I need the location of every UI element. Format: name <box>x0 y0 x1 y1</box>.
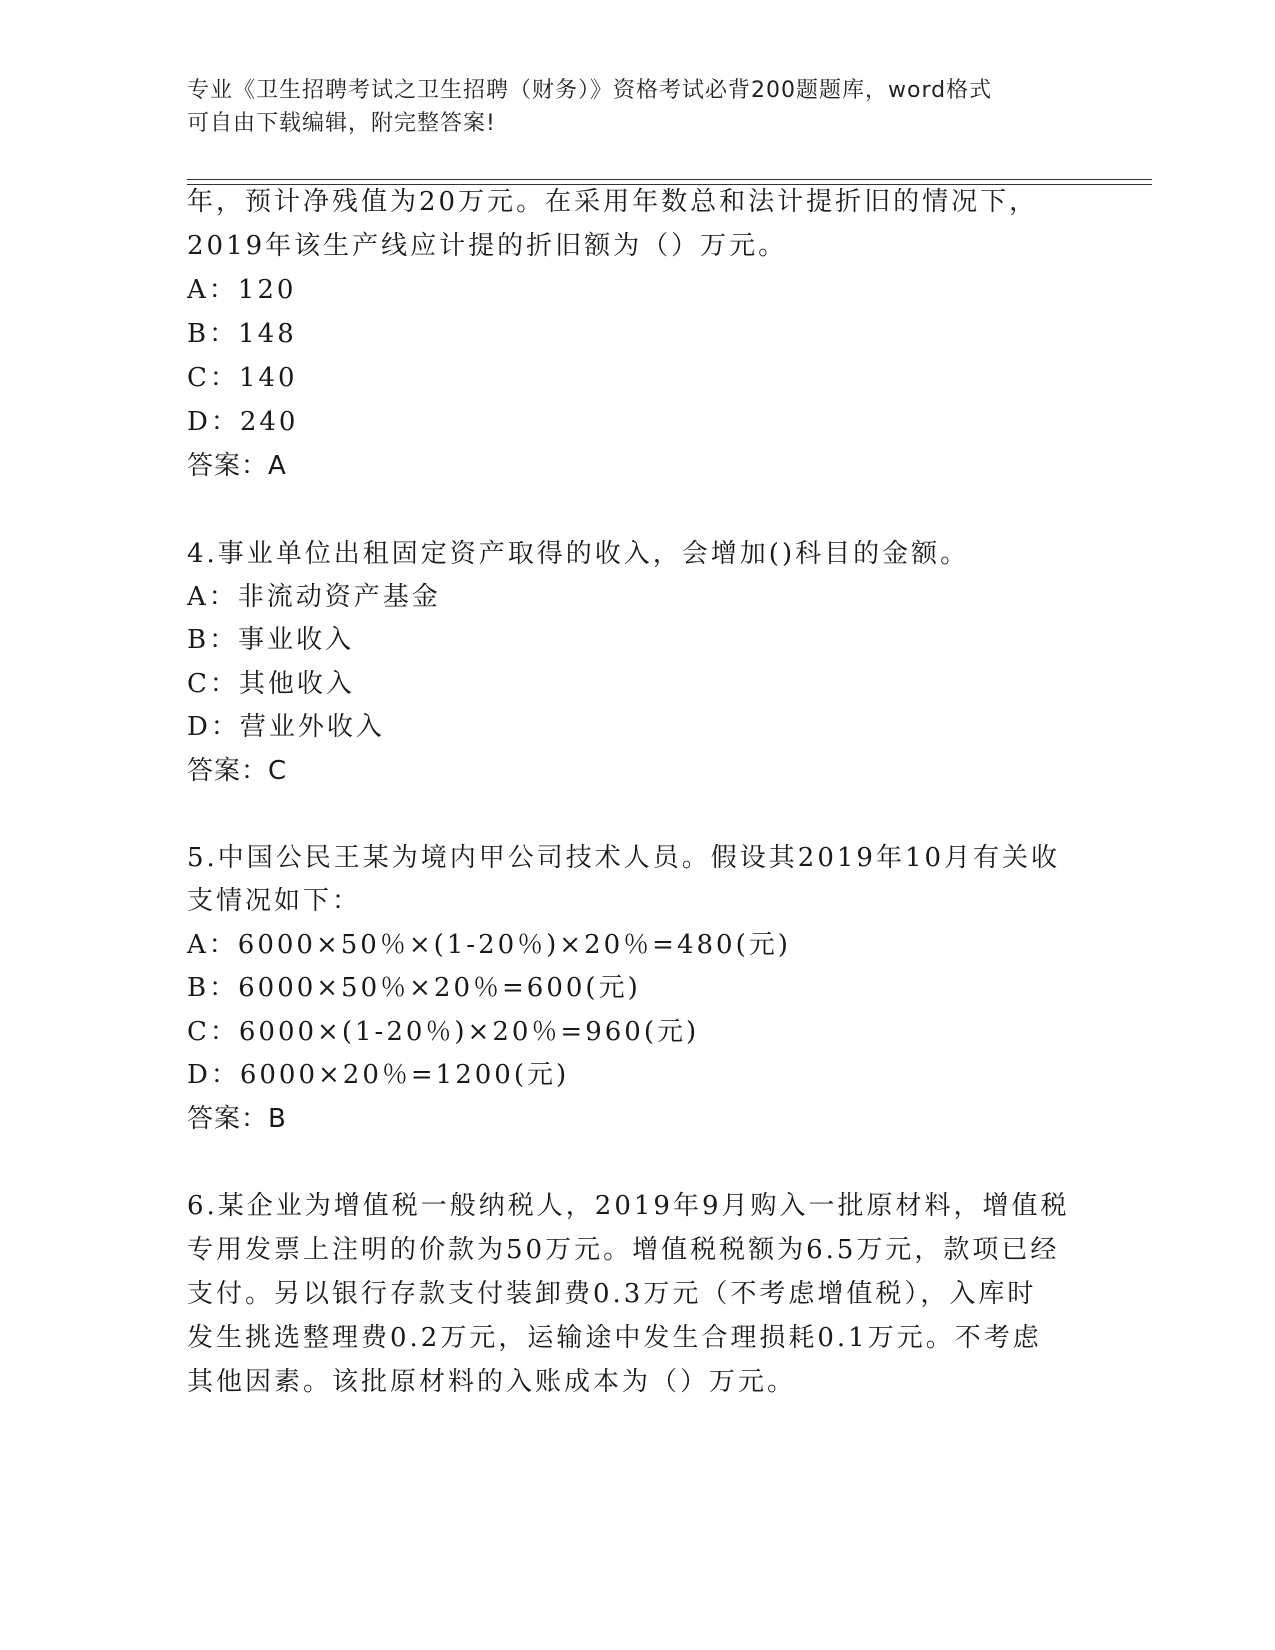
q4-option-c: C：其他收入 <box>187 669 355 699</box>
q4-option-d: D：营业外收入 <box>187 712 385 742</box>
q5-option-b: B：6000×50％×20％=600(元) <box>187 973 641 1003</box>
header-title-line2: 可自由下载编辑，附完整答案! <box>187 111 496 136</box>
q4-option-a: A：非流动资产基金 <box>187 582 441 612</box>
q6-stem-line1: 6.某企业为增值税一般纳税人，2019年9月购入一批原材料，增值税 <box>187 1191 1070 1221</box>
q3-option-d: D：240 <box>187 407 299 437</box>
q5-option-d: D：6000×20％=1200(元) <box>187 1060 570 1090</box>
q6-stem-line4: 发生挑选整理费0.2万元，运输途中发生合理损耗0.1万元。不考虑 <box>187 1323 1042 1353</box>
q5-stem-line2: 支情况如下： <box>187 886 362 916</box>
header-divider-bottom <box>187 184 1152 185</box>
q5-option-c: C：6000×(1-20％)×20％=960(元) <box>187 1017 700 1047</box>
q6-stem-line2: 专用发票上注明的价款为50万元。增值税税额为6.5万元，款项已经 <box>187 1235 1060 1265</box>
q3-option-c: C：140 <box>187 363 298 393</box>
q6-stem-line3: 支付。另以银行存款支付装卸费0.3万元（不考虑增值税），入库时 <box>187 1279 1037 1309</box>
q4-answer: 答案：C <box>187 756 288 786</box>
q5-answer: 答案：B <box>187 1104 287 1134</box>
q5-stem-line1: 5.中国公民王某为境内甲公司技术人员。假设其2019年10月有关收 <box>187 843 1061 873</box>
q4-option-b: B：事业收入 <box>187 625 355 655</box>
q4-stem-line1: 4.事业单位出租固定资产取得的收入，会增加()科目的金额。 <box>187 539 970 569</box>
document-header <box>187 74 1067 140</box>
q3-answer: 答案：A <box>187 451 287 481</box>
q3-option-b: B：148 <box>187 319 297 349</box>
q6-stem-line5: 其他因素。该批原材料的入账成本为（）万元。 <box>187 1367 797 1397</box>
q5-option-a: A：6000×50％×(1-20％)×20％=480(元) <box>187 930 791 960</box>
q3-stem-line1: 年，预计净残值为20万元。在采用年数总和法计提折旧的情况下， <box>187 187 1039 217</box>
header-divider-top <box>187 179 1152 180</box>
header-title-line1: 专业《卫生招聘考试之卫生招聘（财务）》资格考试必背200题题库，word格式 <box>187 78 993 103</box>
q3-option-a: A：120 <box>187 275 297 305</box>
q3-stem-line2: 2019年该生产线应计提的折旧额为（）万元。 <box>187 231 788 261</box>
